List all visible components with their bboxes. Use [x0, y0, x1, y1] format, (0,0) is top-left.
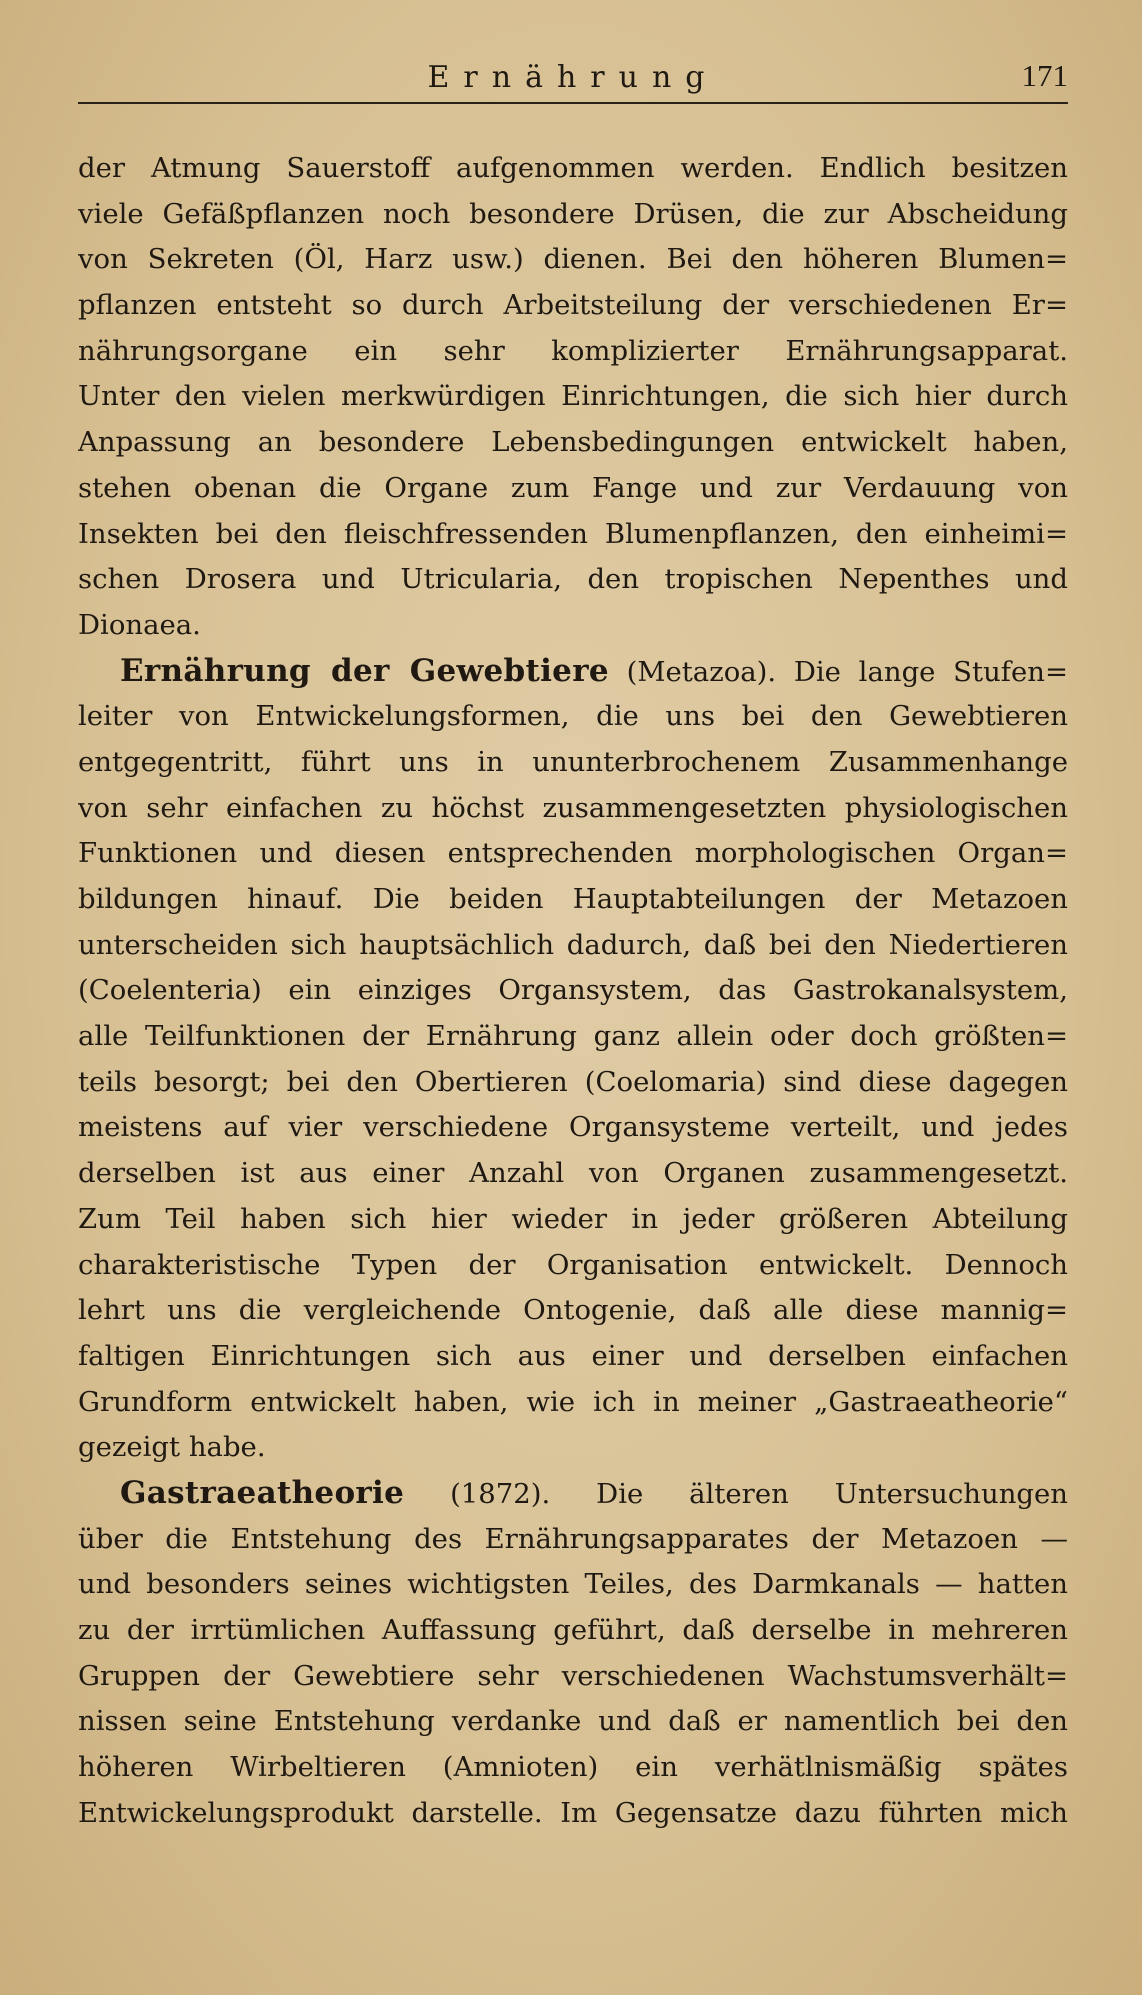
text-line: alle Teilfunktionen der Ernährung ganz allein oder doch größten=: [78, 1020, 1068, 1053]
text-line: [78, 1471, 1068, 1517]
body-text: [78, 146, 1068, 1836]
text-line: pflanzen entsteht so durch Arbeitsteilung der verschiedenen Er=: [78, 289, 1068, 322]
text-line: lehrt uns die vergleichende Ontogenie, daß alle diese mannig=: [78, 1294, 1068, 1327]
paragraph-3: [78, 1471, 1068, 1837]
text-line: schen Drosera und Utricularia, den tropischen Nepenthes und: [78, 563, 1068, 596]
text-line: Insekten bei den fleischfressenden Blumenpflanzen, den einheimi=: [78, 517, 1068, 550]
text-line: [78, 649, 1068, 695]
text-line: von sehr einfachen zu höchst zusammengesetzten physiologischen: [78, 791, 1068, 824]
text-line: von Sekreten (Öl, Harz usw.) dienen. Bei den höheren Blumen=: [78, 243, 1068, 276]
heading-line-rest: (1872). Die älteren Untersuchungen: [450, 1477, 1068, 1510]
text-line: leiter von Entwickelungsformen, die uns bei den Gewebtieren: [78, 700, 1068, 733]
paragraph-1: [78, 146, 1068, 649]
text-line: der Atmung Sauerstoff aufgenommen werden. Endlich besitzen: [78, 152, 1068, 184]
text-line: faltigen Einrichtungen sich aus einer und derselben einfachen: [78, 1339, 1068, 1372]
section-heading-gastraeatheorie: Gastraeatheorie: [120, 1474, 405, 1511]
text-line: zu der irrtümlichen Auffassung geführt, daß derselbe in mehreren: [78, 1614, 1068, 1646]
text-line: Unter den vielen merkwürdigen Einrichtungen, die sich hier durch: [78, 380, 1068, 413]
paragraph-2: [78, 649, 1068, 1471]
text-line: Zum Teil haben sich hier wieder in jeder größeren Abteilung: [78, 1202, 1068, 1235]
text-line: stehen obenan die Organe zum Fange und zur Verdauung von: [78, 471, 1068, 504]
text-line: derselben ist aus einer Anzahl von Organen zusammengesetzt.: [78, 1157, 1068, 1190]
text-line: (Coelenteria) ein einziges Organsystem, das Gastrokanalsystem,: [78, 974, 1068, 1007]
section-heading-metazoa: Ernährung der Gewebtiere: [120, 652, 609, 689]
text-line: Gruppen der Gewebtiere sehr verschiedenen Wachstumsverhält=: [78, 1659, 1068, 1692]
text-line: meistens auf vier verschiedene Organsysteme verteilt, und jedes: [78, 1111, 1068, 1144]
heading-line-rest: (Metazoa). Die lange Stufen=: [626, 655, 1068, 688]
text-line: Anpassung an besondere Lebensbedingungen entwickelt haben,: [78, 426, 1068, 459]
text-line: und besonders seines wichtigsten Teiles, des Darmkanals — hatten: [78, 1568, 1068, 1601]
text-line: nissen seine Entstehung verdanke und daß er namentlich bei den: [78, 1705, 1068, 1738]
text-line: Grundform entwickelt haben, wie ich in meiner „Gastraeatheorie“: [78, 1385, 1068, 1418]
text-line: charakteristische Typen der Organisation entwickelt. Dennoch: [78, 1248, 1068, 1281]
page-number: 171: [1021, 58, 1068, 93]
text-line: über die Entstehung des Ernährungsapparates der Metazoen —: [78, 1522, 1068, 1555]
text-line: Entwickelungsprodukt darstelle. Im Gegensatze dazu führten mich: [78, 1796, 1068, 1829]
text-line: gezeigt habe.: [78, 1431, 266, 1464]
text-line: höheren Wirbeltieren (Amnioten) ein verhätlnismäßig spätes: [78, 1751, 1068, 1784]
text-line: Funktionen und diesen entsprechenden morphologischen Organ=: [78, 837, 1068, 870]
text-line: nährungsorgane ein sehr komplizierter Ernährungsapparat.: [78, 334, 1068, 367]
text-line: Dionaea.: [78, 608, 201, 641]
text-line: unterscheiden sich hauptsächlich dadurch, daß bei den Niedertieren: [78, 928, 1068, 961]
text-line: entgegentritt, führt uns in ununterbrochenem Zusammenhange: [78, 745, 1068, 778]
text-line: teils besorgt; bei den Obertieren (Coelomaria) sind diese dagegen: [78, 1065, 1068, 1098]
running-title: Ernährung: [427, 60, 719, 95]
text-line: bildungen hinauf. Die beiden Hauptabteilungen der Metazoen: [78, 883, 1068, 915]
text-line: viele Gefäßpflanzen noch besondere Drüsen, die zur Abscheidung: [78, 197, 1068, 230]
page-header: [78, 56, 1068, 104]
